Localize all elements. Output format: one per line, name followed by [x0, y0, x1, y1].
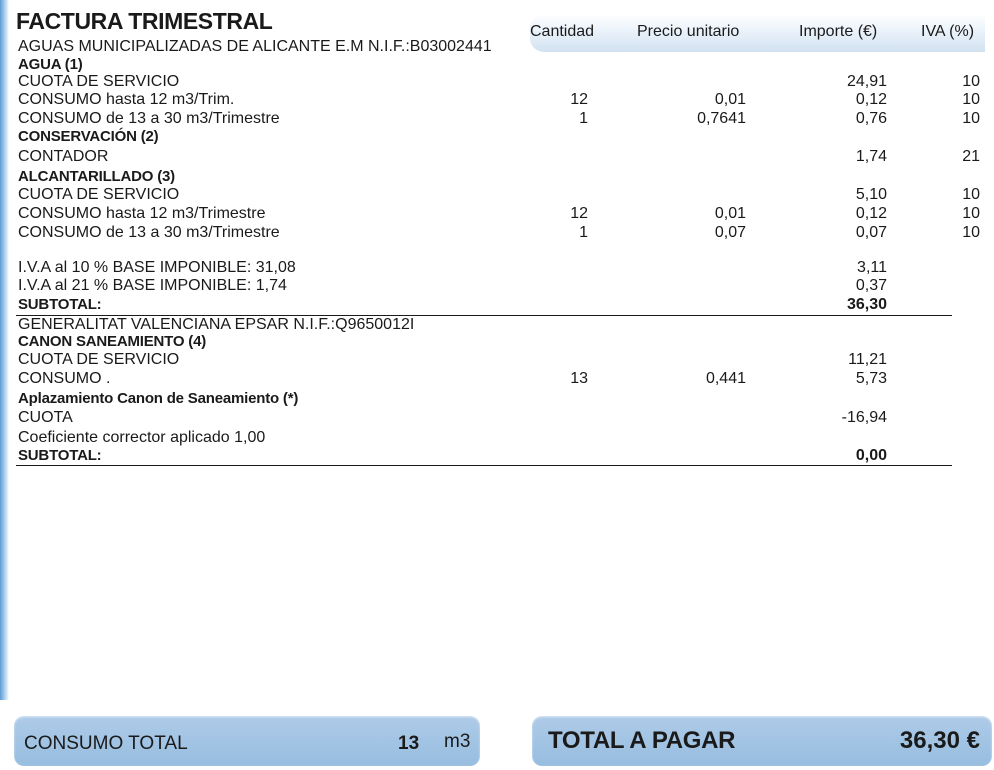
line-description: I.V.A al 21 % BASE IMPONIBLE: 1,74	[18, 277, 287, 294]
line-description: GENERALITAT VALENCIANA EPSAR N.I.F.:Q9650012I	[18, 316, 415, 333]
subtotal-rule	[16, 315, 952, 316]
column-header-importe: Importe (€)	[799, 23, 878, 40]
line-iva: 10	[962, 110, 980, 127]
line-quantity: 1	[579, 110, 588, 127]
line-iva: 10	[962, 73, 980, 90]
line-iva: 10	[962, 91, 980, 108]
column-header-cantidad: Cantidad	[530, 23, 595, 40]
line-unit-price: 0,01	[714, 91, 746, 108]
line-item-row	[0, 370, 994, 388]
subtotal-row	[0, 296, 994, 314]
line-description: CONSUMO .	[18, 370, 111, 387]
line-iva: 10	[962, 205, 980, 222]
line-description: CONSERVACIÓN (2)	[18, 128, 159, 145]
line-amount: 0,12	[855, 205, 887, 222]
line-description: SUBTOTAL:	[18, 296, 102, 313]
line-item-row	[0, 277, 994, 295]
line-amount: 3,11	[857, 259, 887, 276]
total-a-pagar-label: TOTAL A PAGAR	[548, 727, 736, 754]
line-amount: -16,94	[841, 409, 887, 426]
line-amount: 0,37	[855, 277, 887, 294]
line-amount: 11,21	[848, 351, 887, 368]
line-item-row	[0, 224, 994, 242]
line-amount: 1,74	[855, 148, 887, 165]
line-description: CONSUMO hasta 12 m3/Trimestre	[18, 205, 266, 222]
section-heading-row	[0, 390, 994, 408]
subtotal-row	[0, 447, 994, 465]
line-description: CANON SANEAMIENTO (4)	[18, 333, 207, 350]
line-description: CUOTA	[18, 409, 73, 426]
line-item-row	[0, 148, 994, 166]
line-quantity: 1	[579, 224, 588, 241]
line-unit-price: 0,07	[714, 224, 746, 241]
line-amount: 5,73	[855, 370, 887, 387]
line-amount: 0,00	[855, 447, 887, 464]
line-unit-price: 0,441	[705, 370, 746, 387]
section-heading-row	[0, 128, 994, 146]
line-item-row	[0, 316, 994, 334]
line-iva: 21	[962, 148, 980, 165]
line-description: CONSUMO de 13 a 30 m3/Trimestre	[18, 224, 280, 241]
consumo-total-value: 13	[398, 733, 420, 754]
subtotal-rule	[16, 465, 952, 466]
line-amount: 0,07	[855, 224, 887, 241]
line-description: Coeficiente corrector aplicado 1,00	[18, 429, 266, 446]
line-iva: 10	[962, 186, 980, 203]
line-unit-price: 0,01	[714, 205, 746, 222]
line-item-row	[0, 205, 994, 223]
line-item-row	[0, 259, 994, 277]
line-item-row	[0, 409, 994, 427]
line-description: CONTADOR	[18, 148, 109, 165]
column-header-bar	[530, 14, 985, 52]
line-amount: 5,10	[855, 186, 887, 203]
total-a-pagar-box	[532, 716, 992, 766]
column-header-precio-unitario: Precio unitario	[637, 23, 740, 40]
line-description: CUOTA DE SERVICIO	[18, 73, 180, 90]
line-unit-price: 0,7641	[697, 110, 746, 127]
line-description: ALCANTARILLADO (3)	[18, 168, 175, 185]
line-quantity: 12	[570, 205, 588, 222]
line-description: SUBTOTAL:	[18, 447, 102, 464]
consumo-total-unit: m3	[444, 731, 471, 752]
line-description: AGUA (1)	[18, 56, 83, 73]
line-item-row	[0, 110, 994, 128]
line-item-row	[0, 186, 994, 204]
line-item-row	[0, 429, 994, 447]
line-item-row	[0, 351, 994, 369]
line-description: CUOTA DE SERVICIO	[18, 186, 180, 203]
line-description: CONSUMO de 13 a 30 m3/Trimestre	[18, 110, 280, 127]
line-description: I.V.A al 10 % BASE IMPONIBLE: 31,08	[18, 259, 296, 276]
total-a-pagar-value: 36,30 €	[899, 727, 980, 754]
line-amount: 0,12	[855, 91, 887, 108]
line-item-row	[0, 91, 994, 109]
line-iva: 10	[962, 224, 980, 241]
invoice-title: FACTURA TRIMESTRAL	[16, 8, 273, 34]
line-amount: 36,30	[846, 296, 887, 313]
line-amount: 0,76	[855, 110, 887, 127]
consumo-total-label: CONSUMO TOTAL	[24, 733, 188, 754]
section-heading-row	[0, 168, 994, 186]
line-description: Aplazamiento Canon de Saneamiento (*)	[18, 390, 299, 407]
line-description: CUOTA DE SERVICIO	[18, 351, 180, 368]
company-info: AGUAS MUNICIPALIZADAS DE ALICANTE E.M N.I.F.:B03002441	[18, 38, 492, 55]
line-item-row	[0, 73, 994, 91]
line-description: CONSUMO hasta 12 m3/Trim.	[18, 91, 235, 108]
section-heading-row	[0, 333, 994, 351]
line-amount: 24,91	[846, 73, 887, 90]
column-header-iva: IVA (%)	[921, 23, 975, 40]
line-quantity: 13	[570, 370, 588, 387]
section-heading-row	[0, 56, 994, 74]
line-quantity: 12	[570, 91, 588, 108]
consumo-total-box	[14, 716, 480, 766]
